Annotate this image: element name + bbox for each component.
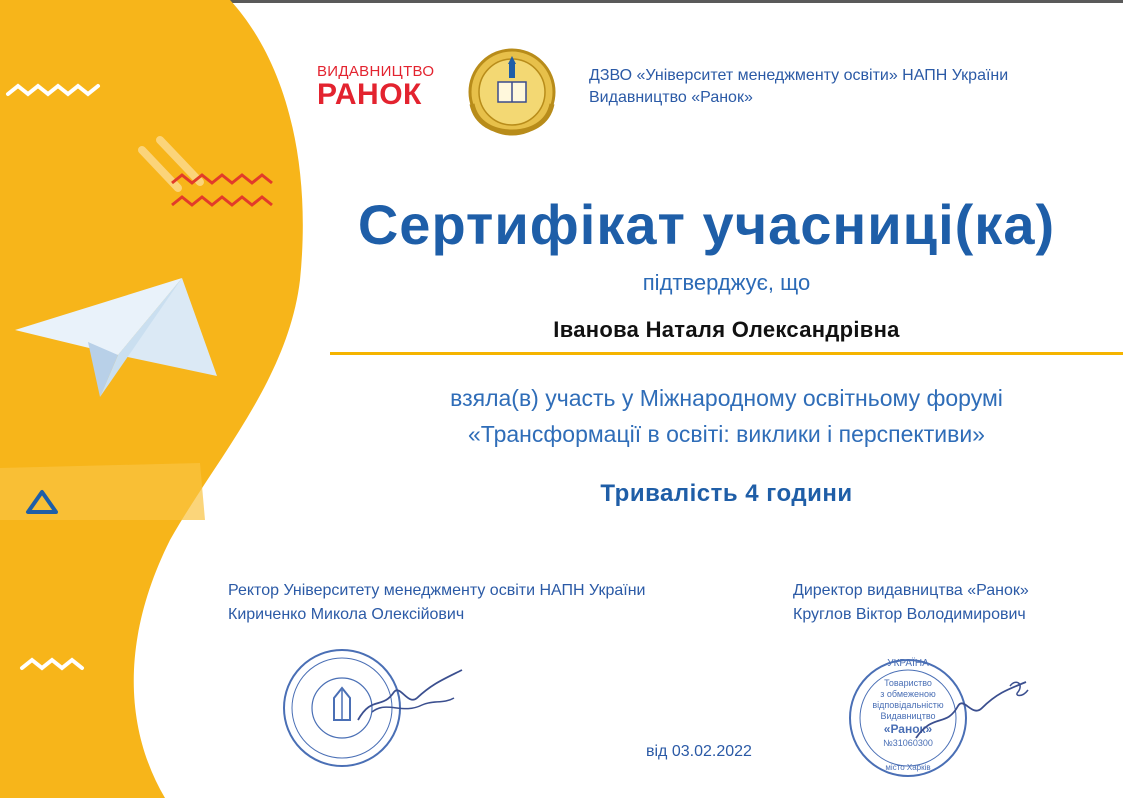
publisher-logo [317,64,439,110]
right-signatory [793,579,1029,627]
stamp-text-line-2: з обмеженою [880,689,936,699]
left-signatory-position: Ректор Університету менеджменту освіти НАПН України [228,582,646,599]
duration-text: Тривалість 4 години [600,480,853,507]
stamp-text-country: УКРАЇНА [887,658,929,669]
issue-date: від 03.02.2022 [646,743,752,760]
event-line-2: «Трансформації в освіті: виклики і перспективи» [468,421,985,447]
university-stamp [272,640,482,768]
certificate-title: Сертифікат учасниці(ка) [357,193,1056,256]
publisher-logo-top: ВИДАВНИЦТВО [317,63,435,80]
organizations-block [589,65,1008,109]
university-emblem-icon [464,44,560,136]
stamp-text-line-7: місто Харків [885,763,931,772]
stamp-text-line-4: Видавництво [880,711,936,721]
publisher-stamp [846,642,1036,792]
left-signatory [228,579,645,627]
name-underline [330,352,1123,355]
stamp-text-line-1: Товариство [884,678,932,688]
organization-publisher: Видавництво «Ранок» [589,89,753,106]
left-signatory-name: Кириченко Микола Олексійович [228,606,465,623]
certificate-subtitle: підтверджує, що [642,270,811,295]
right-signatory-name: Круглов Віктор Володимирович [793,606,1026,623]
participant-name: Іванова Наталя Олександрівна [553,317,900,342]
organization-university: ДЗВО «Університет менеджменту освіти» НАПН України [589,67,1009,84]
event-line-1: взяла(в) участь у Міжнародному освітньому форумі [450,385,1003,411]
publisher-logo-name: РАНОК [317,78,422,111]
yellow-wave-shape [0,0,303,798]
stamp-text-line-5: «Ранок» [883,722,933,736]
stamp-text-line-3: відповідальністю [872,700,944,710]
stamp-text-line-6: №31060300 [883,738,933,748]
right-signatory-position: Директор видавництва «Ранок» [793,582,1029,599]
